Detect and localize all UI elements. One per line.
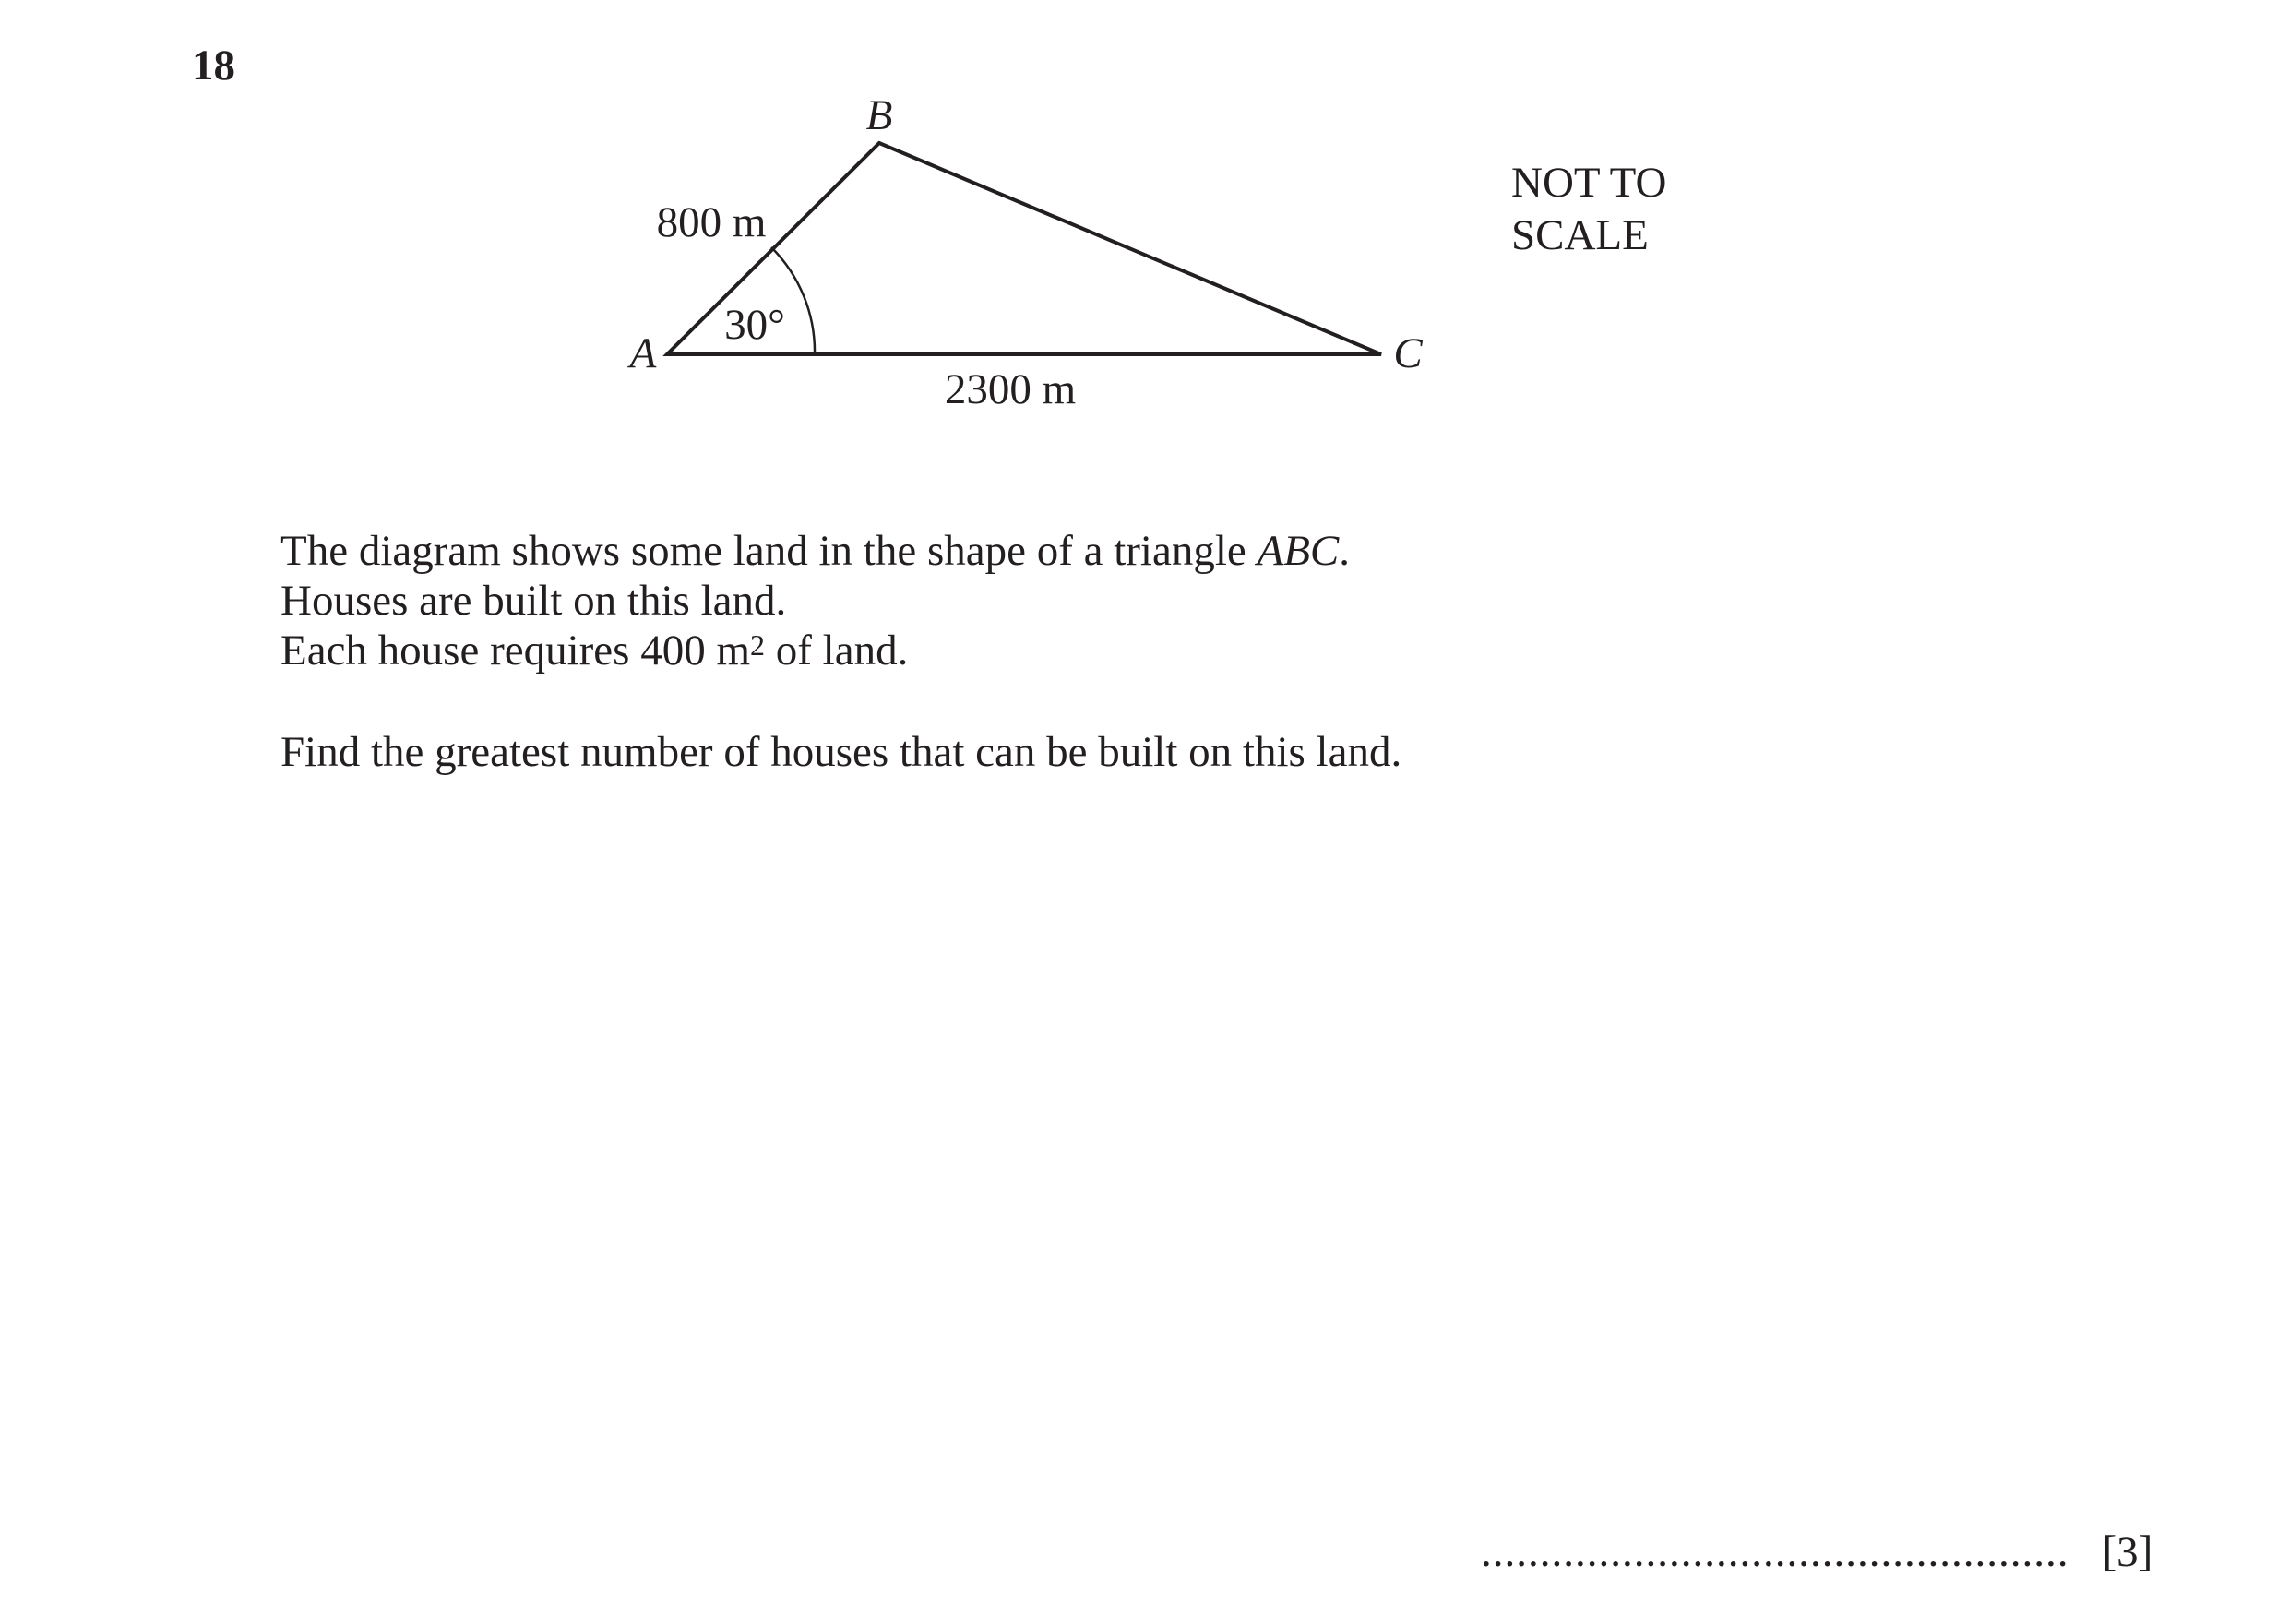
- angle-a-label: 30°: [724, 301, 785, 349]
- note-line-2: SCALE: [1511, 211, 1649, 259]
- triangle-name: ABC: [1257, 527, 1340, 575]
- vertex-label-c: C: [1393, 329, 1423, 377]
- square-superscript: 2: [750, 628, 766, 662]
- side-ac-label: 2300 m: [944, 365, 1077, 413]
- text-line-2: Houses are built on this land.: [280, 577, 787, 625]
- instruction-text: Find the greatest number of houses that can be built on this land.: [280, 728, 1402, 776]
- line1-end: .: [1339, 527, 1351, 575]
- line3-end: of land.: [765, 627, 909, 675]
- side-ab-label: 800 m: [656, 198, 767, 246]
- vertex-label-b: B: [865, 91, 893, 139]
- line3-start: Each house requires 400 m: [280, 627, 751, 675]
- vertex-label-a: A: [629, 329, 657, 377]
- answer-dots[interactable]: ..................................................: [1481, 1528, 2069, 1576]
- text-line-3: [280, 626, 1401, 675]
- question-number: 18: [192, 42, 235, 90]
- marks-label: [3]: [2102, 1528, 2153, 1576]
- question-text: [280, 526, 1401, 777]
- note-line-1: NOT TO: [1511, 159, 1667, 207]
- line1-text: The diagram shows some land in the shape of a triangle: [280, 527, 1258, 575]
- not-to-scale-note: [1511, 157, 1666, 262]
- answer-line: [1481, 1527, 2152, 1577]
- text-line-1: [280, 526, 1401, 576]
